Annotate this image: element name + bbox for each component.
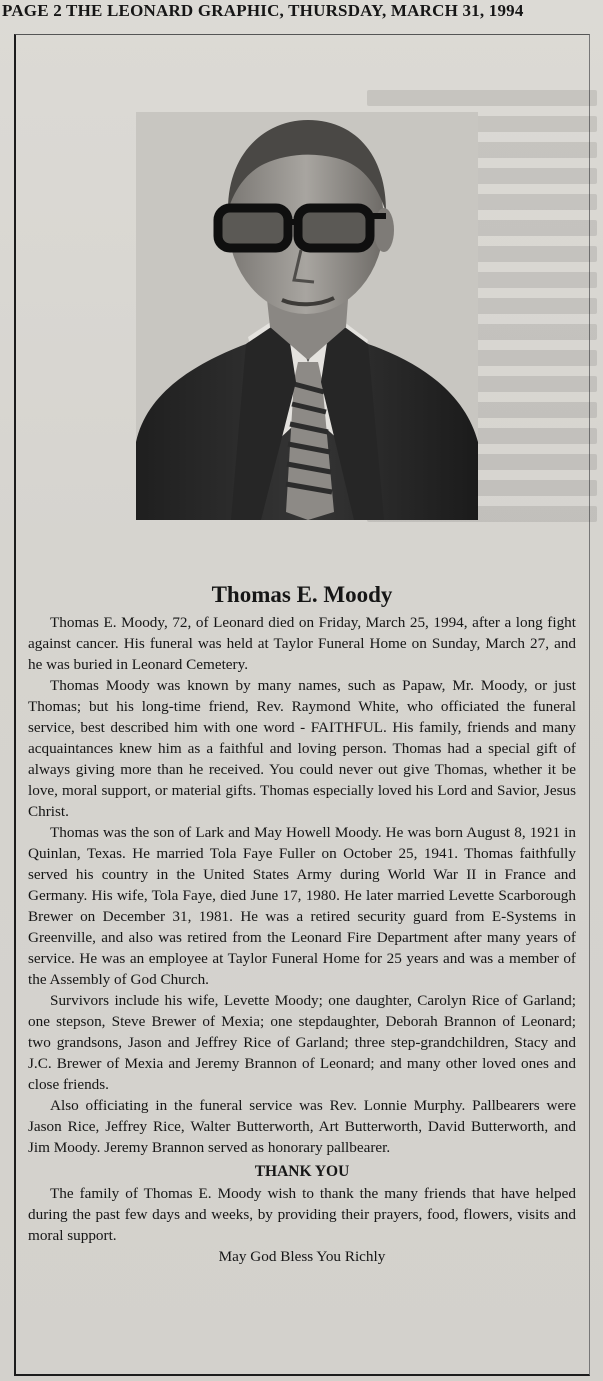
- obituary-paragraph: Thomas was the son of Lark and May Howell Moody. He was born August 8, 1921 in Quinlan, Texas. He married Tola Faye Fuller on October 25, 1941. Thomas faithfully served his country in the United States Army during World War II in France and Germany. His wife, Tola Faye, died June 17, 1980. He later married Levette Scarborough Brewer on December 31, 1981. He was a retired security guard from E-Systems in Greenville, and also was retired from the Leonard Fire Department after many years of service. He was an employee at Taylor Funeral Home for 25 years and was a member of the Assembly of God Church.: [28, 824, 576, 988]
- masthead: PAGE 2 THE LEONARD GRAPHIC, THURSDAY, MARCH 31, 1994: [2, 1, 524, 20]
- obituary-paragraph: Thomas E. Moody, 72, of Leonard died on Friday, March 25, 1994, after a long fight against cancer. His funeral was held at Taylor Funeral Home on Sunday, March 27, and he was buried in Leonard Cemetery.: [28, 614, 576, 673]
- obituary-text: [28, 580, 576, 1267]
- portrait-illustration: [136, 112, 478, 520]
- obituary-paragraph: Also officiating in the funeral service was Rev. Lonnie Murphy. Pallbearers were Jason Rice, Jeffrey Rice, Walter Butterworth, Art Butterworth, David Butterworth, and Jim Moody. Jeremy Brannon served as honorary pallbearer.: [28, 1097, 576, 1156]
- obituary-title: Thomas E. Moody: [211, 582, 393, 607]
- closing-line: May God Bless You Richly: [218, 1248, 386, 1265]
- adjacent-column-edge: [596, 480, 603, 580]
- portrait-photo: [136, 112, 478, 520]
- thank-you-text: The family of Thomas E. Moody wish to thank the many friends that have helped during the past few days and weeks, by providing their prayers, food, flowers, visits and moral support.: [28, 1185, 576, 1244]
- obituary-paragraph: Thomas Moody was known by many names, such as Papaw, Mr. Moody, or just Thomas; but his long-time friend, Rev. Raymond White, who officiated the funeral service, best described him with one word - FAITHFUL. His family, friends and many acquaintances knew him as a faithful and loving person. Thomas had a special gift of always giving more than he received. You could never out give Thomas, whether it be love, moral support, or material gifts. Thomas especially loved his Lord and Savior, Jesus Christ.: [28, 677, 576, 820]
- thank-you-heading: THANK YOU: [254, 1163, 350, 1180]
- obituary-paragraph: Survivors include his wife, Levette Moody; one daughter, Carolyn Rice of Garland; one stepson, Steve Brewer of Mexia; one stepdaughter, Deborah Brannon of Leonard; two grandsons, Jason and Jeffrey Rice of Garland; three step-grandchildren, Stacy and J.C. Brewer of Mexia and Jeremy Brannon of Leonard; and many other loved ones and close friends.: [28, 992, 576, 1093]
